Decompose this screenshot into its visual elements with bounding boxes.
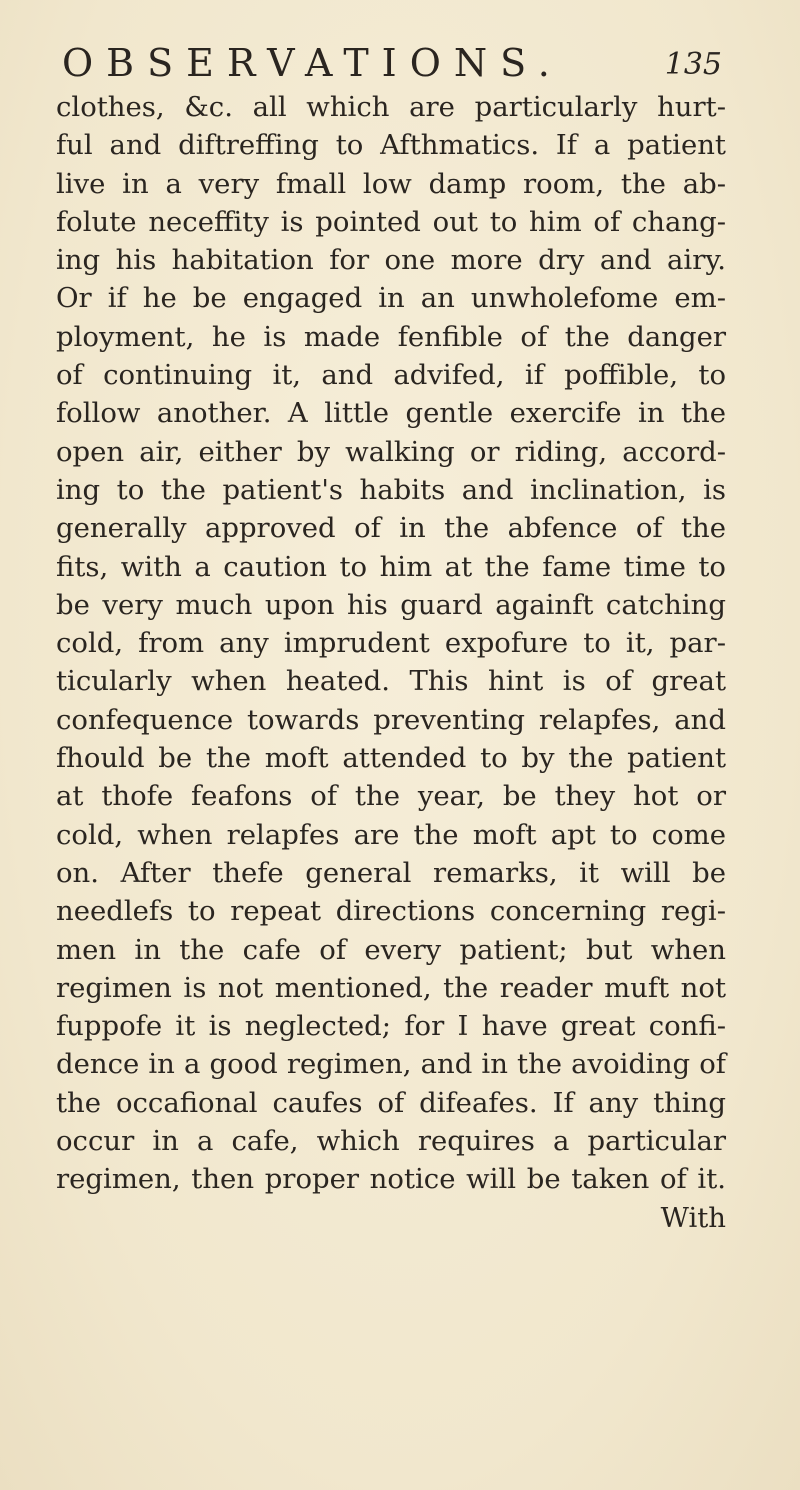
text-line: cold, from any imprudent expofure to it, par-	[56, 627, 726, 660]
text-line: of continuing it, and advifed, if poffible, to	[56, 359, 726, 392]
text-line: at thofe feafons of the year, be they hot or	[56, 780, 726, 813]
text-line: men in the cafe of every patient; but when	[56, 933, 726, 966]
text-line: fhould be the moft attended to by the patient	[56, 742, 726, 775]
text-line: folute neceffity is pointed out to him of chang-	[56, 205, 726, 238]
text-line: fits, with a caution to him at the fame time to	[56, 550, 726, 583]
body-text	[56, 88, 726, 1237]
text-line: ployment, he is made fenfible of the danger	[56, 320, 726, 353]
running-head	[62, 38, 722, 88]
text-line: live in a very fmall low damp room, the ab-	[56, 167, 726, 200]
text-line: occur in a cafe, which requires a particular	[56, 1125, 726, 1158]
catchword: With	[660, 1201, 726, 1234]
text-line: Or if he be engaged in an unwholefome em-	[56, 282, 726, 315]
text-line: regimen is not mentioned, the reader muft not	[56, 971, 726, 1004]
text-line: ing to the patient's habits and inclination, is	[56, 473, 726, 506]
text-line: generally approved of in the abfence of the	[56, 512, 726, 545]
text-line: the occafional caufes of difeafes. If any thing	[56, 1086, 726, 1119]
running-title: OBSERVATIONS.	[62, 41, 563, 85]
text-line: be very much upon his guard againft catching	[56, 588, 726, 621]
text-line: ing his habitation for one more dry and airy.	[56, 244, 726, 277]
text-line: on. After thefe general remarks, it will be	[56, 856, 726, 889]
text-line: needlefs to repeat directions concerning regi-	[56, 895, 726, 928]
text-line: confequence towards preventing relapfes, and	[56, 703, 726, 736]
text-line: fuppofe it is neglected; for I have great confi-	[56, 1010, 726, 1043]
text-line: ful and diftreffing to Afthmatics. If a patient	[56, 129, 726, 162]
text-line: follow another. A little gentle exercife in the	[56, 397, 726, 430]
text-line: ticularly when heated. This hint is of great	[56, 665, 726, 698]
text-line: open air, either by walking or riding, accord-	[56, 435, 726, 468]
page-number: 135	[664, 47, 722, 82]
text-line: dence in a good regimen, and in the avoiding of	[56, 1048, 726, 1081]
text-line: clothes, &c. all which are particularly hurt-	[56, 91, 726, 123]
text-line: cold, when relapfes are the moft apt to come	[56, 818, 726, 851]
text-line: regimen, then proper notice will be taken of it.	[56, 1163, 726, 1196]
